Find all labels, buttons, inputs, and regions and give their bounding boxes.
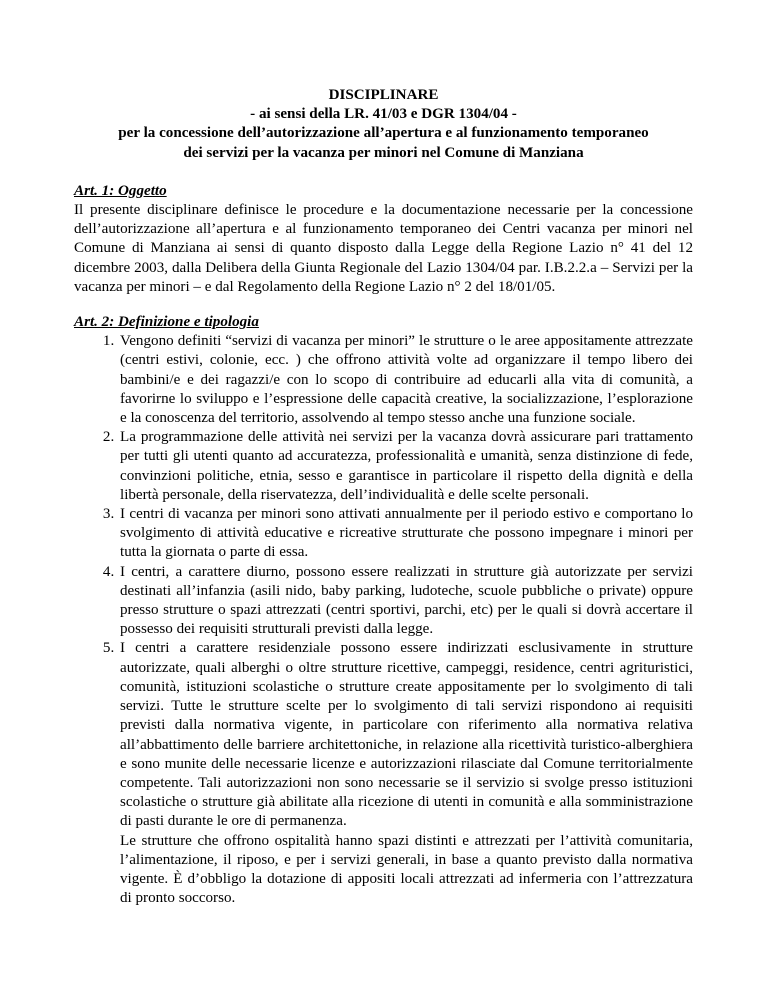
list-item-text: I centri a carattere residenziale possono essere indirizzati esclusivamente in strutture autorizzate, quali alberghi o oltre strutture ricettive, campeggi, residence, centri agrituristici, comunità, istituzioni scolastiche o strutture create appositamente per lo svolgimento di tali servizi. Tutte le strutture scelte per lo svolgimento di tali servizi rispondono ai requisiti previsti dalla normativa vigente, in particolare con riferimento alla normativa relativa all’abbattimento delle barriere architettoniche, in relazione alla ricettività turistico-alberghiera e sono munite delle necessarie licenze e autorizzazioni rilasciate dal Comune territorialmente competente. Tali autorizzazioni non sono necessarie se il servizio si svolge presso istituzioni scolastiche o strutture già abilitate alla ricezione di utenti in comunità e alla somministrazione di pasti durante le ore di permanenza. <box>120 640 693 830</box>
title-line-3: per la concessione dell’autorizzazione all’apertura e al funzionamento temporaneo <box>118 125 649 142</box>
list-item <box>118 563 693 640</box>
list-item-text: I centri di vacanza per minori sono attivati annualmente per il periodo estivo e comportano lo svolgimento di attività educative e ricreative strutturate che possono impegnare i minori per tutta la giornata o parte di essa. <box>120 506 693 561</box>
article-2-list <box>74 332 693 908</box>
list-item-text: Vengono definiti “servizi di vacanza per minori” le strutture o le aree appositamente attrezzate (centri estivi, colonie, ecc. ) che offrono attività volte ad organizzare il tempo libero dei bambini/e e dei ragazzi/e con lo scopo di contribuire ad educarli alla vita di comunità, a favorirne lo sviluppo e l’espressione delle capacità creative, la socializzazione, l’esplorazione e la conoscenza del territorio, assolvendo al tempo stesso anche una funzione sociale. <box>120 333 693 427</box>
document-title <box>74 86 693 163</box>
list-item <box>118 332 693 428</box>
list-item <box>118 639 693 908</box>
article-1-text: Il presente disciplinare definisce le procedure e la documentazione necessarie per la concessione dell’autorizzazione all’apertura e al funzionamento temporaneo dei Centri vacanza per minori nel Comune di Manziana ai sensi di quanto disposto dalla Legge della Regione Lazio n° 41 del 12 dicembre 2003, dalla Delibera della Giunta Regionale del Lazio 1304/04 par. I.B.2.2.a – Servizi per la vacanza per minori – e dal Regolamento della Regione Lazio n° 2 del 18/01/05. <box>74 202 693 295</box>
article-1 <box>74 182 693 297</box>
list-item-text: La programmazione delle attività nei servizi per la vacanza dovrà assicurare pari trattamento per tutti gli utenti quanto ad accuratezza, professionalità e umanità, senza distinzione di fede, convinzioni politiche, etnia, sesso e garantisce in particolare il rispetto della dignità e della libertà personale, della riservatezza, dell’individualità e delle scelte personali. <box>120 429 693 503</box>
list-item <box>118 505 693 563</box>
title-line-1: DISCIPLINARE <box>328 87 439 103</box>
article-1-heading: Art. 1: Oggetto <box>74 182 167 199</box>
article-2-heading: Art. 2: Definizione e tipologia <box>74 314 259 331</box>
list-item-continuation: Le strutture che offrono ospitalità hanno spazi distinti e attrezzati per l’attività comunitaria, l’alimentazione, il riposo, e per i servizi generali, in base a quanto previsto dalla normativa vigente. È d’obbligo la dotazione di appositi locali attrezzati ad infermeria con l’attrezzatura di pronto soccorso. <box>120 832 693 907</box>
article-2 <box>74 313 693 908</box>
title-line-4: dei servizi per la vacanza per minori nel Comune di Manziana <box>183 144 584 161</box>
title-line-2: - ai sensi della LR. 41/03 e DGR 1304/04 - <box>250 106 517 123</box>
list-item-text: I centri, a carattere diurno, possono essere realizzati in strutture già autorizzate per servizi destinati all’infanzia (asili nido, baby parking, ludoteche, scuole pubbliche o private) oppure presso strutture o spazi attrezzati (centri sportivi, parchi, etc) per le quali si dovrà accertare il possesso dei requisiti strutturali previsti dalla legge. <box>120 563 693 638</box>
list-item <box>118 428 693 505</box>
